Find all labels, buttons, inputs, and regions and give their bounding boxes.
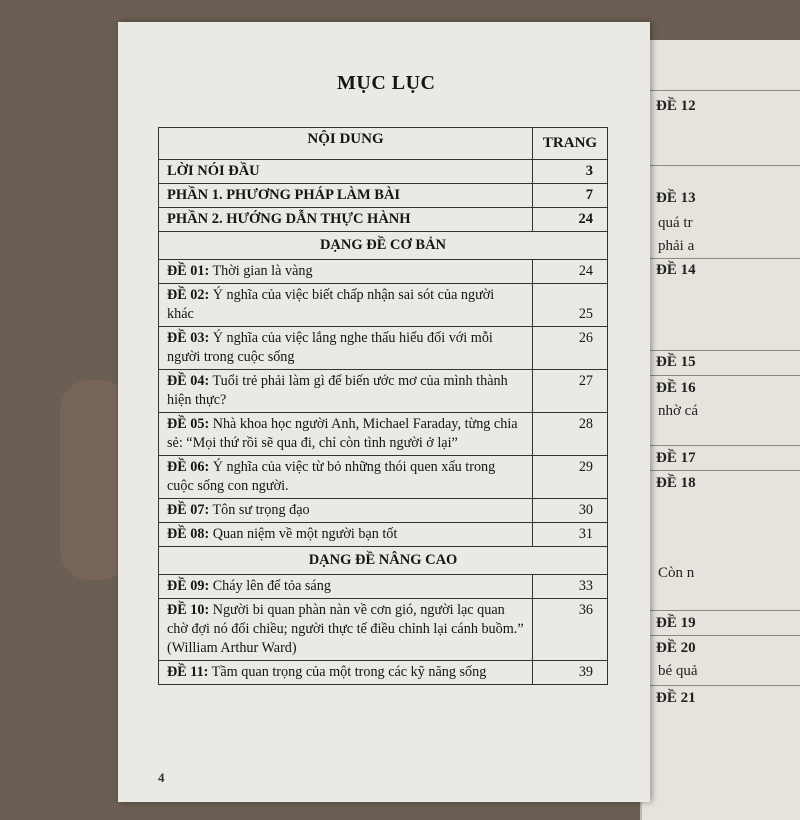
entry-id: ĐỀ 06:	[167, 459, 210, 475]
right-row: ĐỀ 17	[656, 450, 696, 466]
entry	[159, 599, 533, 661]
section-page: 24	[533, 208, 608, 232]
band-row	[159, 547, 608, 575]
toc-row	[159, 499, 608, 523]
band-basic: DẠNG ĐỀ CƠ BẢN	[159, 232, 608, 260]
entry-page: 33	[533, 575, 608, 599]
divider	[642, 258, 800, 259]
entry-page: 31	[533, 523, 608, 547]
section-page: 7	[533, 184, 608, 208]
entry-id: ĐỀ 01:	[167, 263, 210, 279]
divider	[642, 685, 800, 686]
toc-table	[158, 127, 608, 685]
entry-page: 30	[533, 499, 608, 523]
right-row: ĐỀ 15	[656, 354, 696, 370]
entry	[159, 260, 533, 284]
toc-row	[159, 327, 608, 370]
book-page	[118, 22, 650, 802]
entry-text: Cháy lên để tỏa sáng	[209, 578, 331, 594]
page-title: MỤC LỤC	[337, 72, 436, 94]
divider	[642, 90, 800, 91]
toc-row	[159, 413, 608, 456]
band-advanced: DẠNG ĐỀ NÂNG CAO	[159, 547, 608, 575]
toc-row	[159, 661, 608, 685]
content-header: NỘI DUNG	[159, 128, 533, 160]
right-row: phải a	[658, 238, 695, 254]
entry-text: Ý nghĩa của việc biết chấp nhận sai sót của người khác	[167, 287, 495, 322]
entry-text: Tuổi trẻ phải làm gì để biến ước mơ của mình thành hiện thực?	[167, 373, 508, 408]
entry-text: Ý nghĩa của việc từ bỏ những thói quen xấu trong cuộc sống con người.	[167, 459, 496, 494]
entry-id: ĐỀ 05:	[167, 416, 210, 432]
toc-row	[159, 456, 608, 499]
right-row: ĐỀ 16	[656, 380, 696, 396]
entry-id: ĐỀ 09:	[167, 578, 210, 594]
entry	[159, 499, 533, 523]
section-label: PHẦN 1. PHƯƠNG PHÁP LÀM BÀI	[159, 184, 533, 208]
section-label: LỜI NÓI ĐẦU	[159, 160, 533, 184]
entry	[159, 523, 533, 547]
entry	[159, 413, 533, 456]
entry-page: 27	[533, 370, 608, 413]
divider	[642, 445, 800, 446]
entry-id: ĐỀ 07:	[167, 502, 210, 518]
page-number: 4	[158, 770, 165, 785]
entry-text: Thời gian là vàng	[209, 263, 313, 279]
toc-row	[159, 370, 608, 413]
entry-page: 36	[533, 599, 608, 661]
entry-page: 28	[533, 413, 608, 456]
band-row	[159, 232, 608, 260]
right-row: ĐỀ 20	[656, 640, 696, 656]
toc-row	[159, 208, 608, 232]
entry-page: 26	[533, 327, 608, 370]
entry-text: Ý nghĩa của việc lắng nghe thấu hiểu đối với mỗi người trong cuộc sống	[167, 330, 493, 365]
right-row: ĐỀ 12	[656, 98, 696, 114]
toc-row	[159, 184, 608, 208]
entry-id: ĐỀ 03:	[167, 330, 210, 346]
divider	[642, 165, 800, 166]
entry-text: Quan niệm về một người bạn tốt	[209, 526, 398, 542]
toc-row	[159, 260, 608, 284]
toc-header-row	[159, 128, 608, 160]
toc-row	[159, 523, 608, 547]
divider	[642, 610, 800, 611]
entry-text: Nhà khoa học người Anh, Michael Faraday, từng chia sẻ: “Mọi thứ rồi sẽ qua đi, chỉ còn tình người ở lại”	[167, 416, 518, 451]
right-row: nhờ cá	[658, 403, 698, 419]
entry	[159, 661, 533, 685]
section-label: PHẦN 2. HƯỚNG DẪN THỰC HÀNH	[159, 208, 533, 232]
right-row: bé quả	[658, 663, 698, 679]
toc-row	[159, 284, 608, 327]
divider	[642, 635, 800, 636]
entry-id: ĐỀ 10:	[167, 602, 210, 618]
entry-text: Tầm quan trọng của một trong các kỹ năng sống	[208, 664, 487, 680]
entry	[159, 327, 533, 370]
right-row: Còn n	[658, 565, 695, 581]
page-header: TRANG	[533, 128, 608, 160]
section-page: 3	[533, 160, 608, 184]
right-row: ĐỀ 19	[656, 615, 696, 631]
entry	[159, 456, 533, 499]
entry-page: 25	[533, 284, 608, 327]
entry-text: Tôn sư trọng đạo	[209, 502, 310, 518]
right-row: ĐỀ 18	[656, 475, 696, 491]
facing-page	[640, 40, 800, 820]
entry-text: Người bi quan phàn nàn về cơn gió, người lạc quan chờ đợi nó đổi chiều; người thực tế điều chỉnh lại cánh buồm.” (William Arthur Ward)	[167, 602, 524, 656]
divider	[642, 350, 800, 351]
entry-id: ĐỀ 11:	[167, 664, 209, 680]
right-row: ĐỀ 21	[656, 690, 696, 706]
entry-page: 29	[533, 456, 608, 499]
right-row: ĐỀ 14	[656, 262, 696, 278]
right-row: quá tr	[658, 215, 693, 231]
divider	[642, 375, 800, 376]
entry-page: 39	[533, 661, 608, 685]
entry	[159, 284, 533, 327]
entry-id: ĐỀ 04:	[167, 373, 210, 389]
divider	[642, 470, 800, 471]
entry	[159, 370, 533, 413]
entry-id: ĐỀ 02:	[167, 287, 210, 303]
entry-id: ĐỀ 08:	[167, 526, 210, 542]
right-row: ĐỀ 13	[656, 190, 696, 206]
entry	[159, 575, 533, 599]
entry-page: 24	[533, 260, 608, 284]
toc-row	[159, 160, 608, 184]
toc-row	[159, 575, 608, 599]
toc-row	[159, 599, 608, 661]
